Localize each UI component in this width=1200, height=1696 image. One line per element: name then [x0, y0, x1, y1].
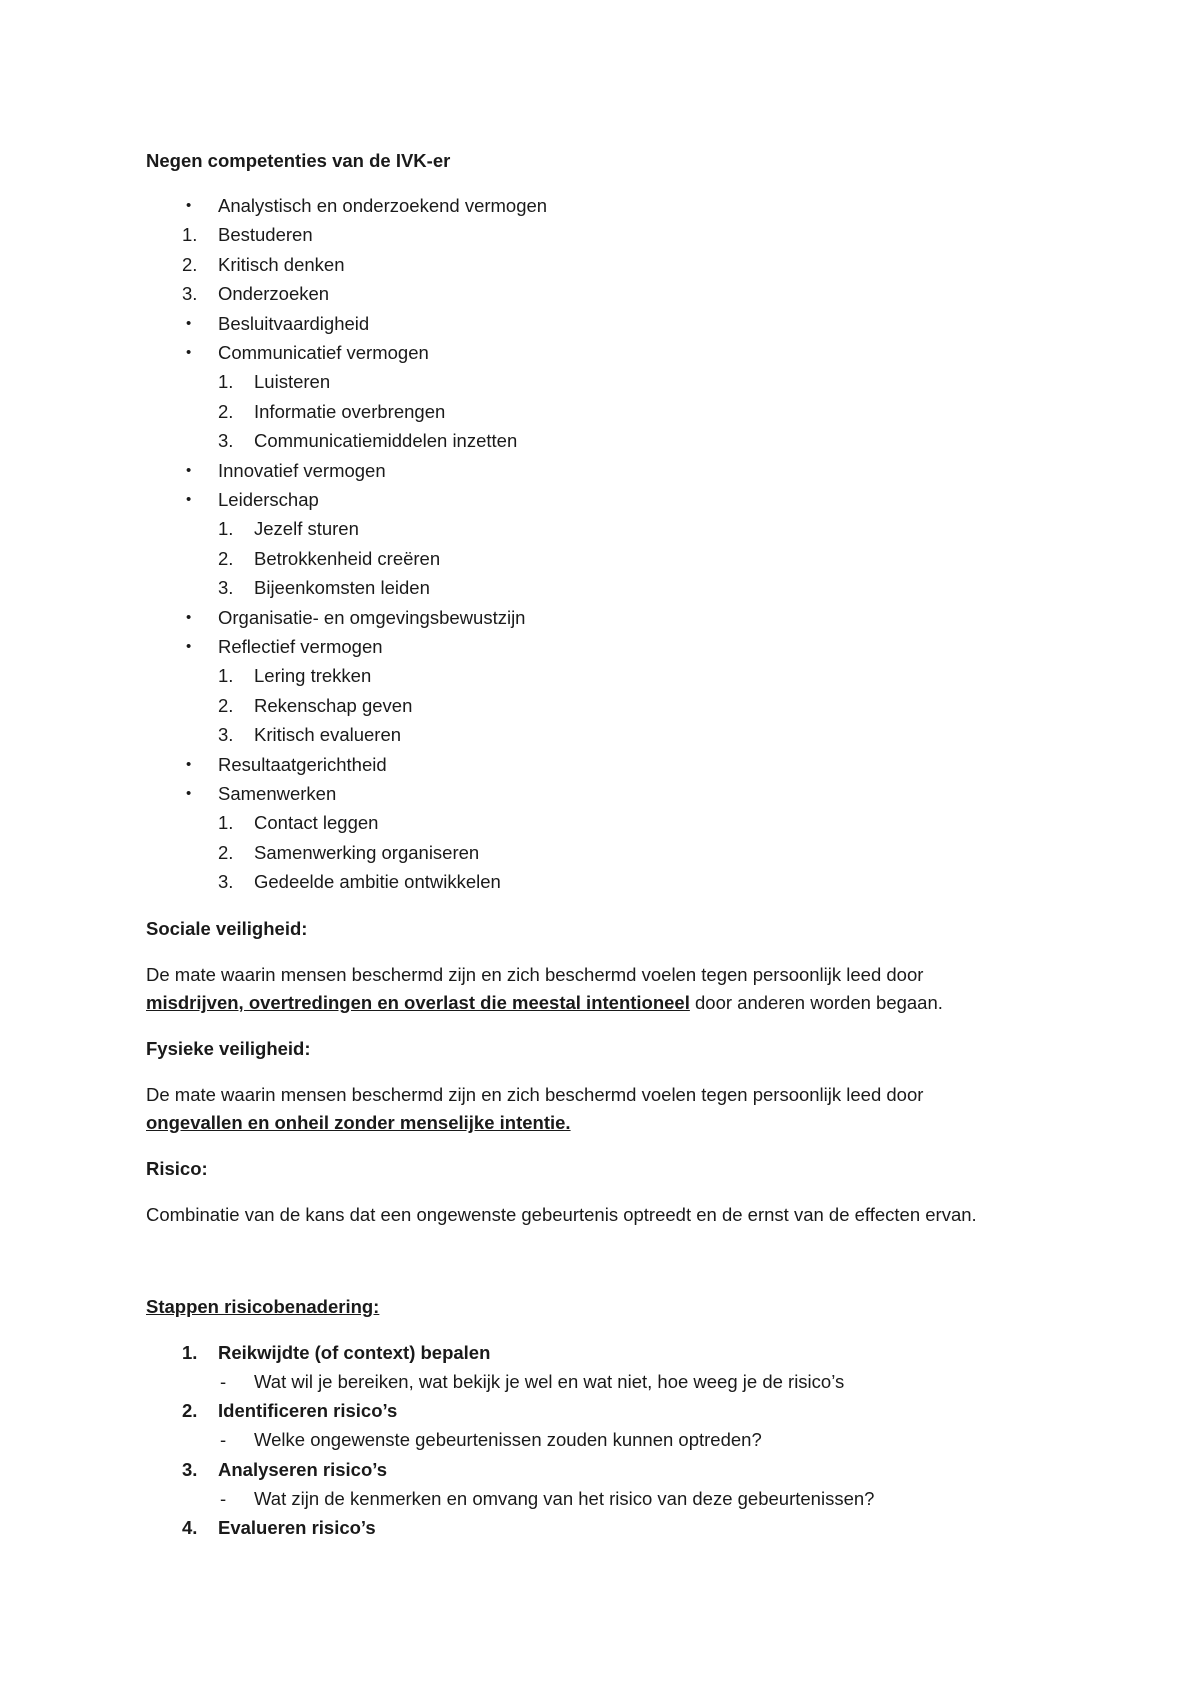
risico-heading: Risico: [146, 1158, 208, 1179]
sub-competency-item: Contact leggen [254, 812, 379, 833]
dash-marker: - [220, 1429, 227, 1450]
step-number: 4. [182, 1517, 198, 1538]
step-description: Welke ongewenste gebeurtenissen zouden kunnen optreden? [254, 1429, 762, 1450]
fysieke-definition-line2 [146, 1110, 571, 1136]
number-marker: 1. [218, 371, 234, 392]
step-number: 1. [182, 1342, 198, 1363]
step-title: Reikwijdte (of context) bepalen [218, 1342, 491, 1363]
sub-competency-item: Communicatiemiddelen inzetten [254, 430, 518, 451]
number-marker: 1. [218, 518, 234, 539]
sub-competency-item: Betrokkenheid creëren [254, 548, 441, 569]
competency-item: Resultaatgerichtheid [218, 754, 387, 775]
bullet-marker: • [186, 756, 192, 773]
competency-item: Reflectief vermogen [218, 636, 383, 657]
step-description: Wat zijn de kenmerken en omvang van het risico van deze gebeurtenissen? [254, 1488, 875, 1509]
competencies-heading: Negen competenties van de IVK-er [146, 150, 451, 171]
bullet-marker: • [186, 462, 192, 479]
dash-marker: - [220, 1371, 227, 1392]
number-marker: 1. [218, 665, 234, 686]
number-marker: 3. [218, 577, 234, 598]
number-marker: 3. [218, 724, 234, 745]
step-title: Evalueren risico’s [218, 1517, 376, 1538]
bullet-marker: • [186, 197, 192, 214]
competency-item: Organisatie- en omgevingsbewustzijn [218, 607, 526, 628]
fysieke-heading: Fysieke veiligheid: [146, 1038, 311, 1059]
number-marker: 2. [218, 548, 234, 569]
competency-item: Communicatief vermogen [218, 342, 429, 363]
sociale-heading: Sociale veiligheid: [146, 918, 308, 939]
bullet-marker: • [186, 785, 192, 802]
sub-competency-item: Jezelf sturen [254, 518, 359, 539]
sub-competency-item: Informatie overbrengen [254, 401, 446, 422]
sociale-definition-rest: door anderen worden begaan. [689, 992, 943, 1013]
number-marker: 2. [218, 401, 234, 422]
number-marker: 1. [218, 812, 234, 833]
competency-item: Onderzoeken [218, 283, 330, 304]
number-marker: 3. [182, 283, 198, 304]
bullet-marker: • [186, 315, 192, 332]
competency-item: Kritisch denken [218, 254, 345, 275]
number-marker: 2. [218, 842, 234, 863]
fysieke-definition-line1: De mate waarin mensen beschermd zijn en zich beschermd voelen tegen persoonlijk leed door [146, 1084, 924, 1105]
risico-definition: Combinatie van de kans dat een ongewenste gebeurtenis optreedt en de ernst van de effecten ervan. [146, 1204, 977, 1225]
competency-item: Innovatief vermogen [218, 460, 386, 481]
competency-item: Besluitvaardigheid [218, 313, 370, 334]
sub-competency-item: Rekenschap geven [254, 695, 413, 716]
fysieke-emphasis: ongevallen en onheil zonder menselijke intentie. [146, 1112, 571, 1133]
sub-competency-item: Gedeelde ambitie ontwikkelen [254, 871, 501, 892]
stappen-heading: Stappen risicobenadering: [146, 1296, 380, 1317]
number-marker: 2. [182, 254, 198, 275]
bullet-marker: • [186, 344, 192, 361]
sub-competency-item: Samenwerking organiseren [254, 842, 480, 863]
number-marker: 3. [218, 430, 234, 451]
step-number: 2. [182, 1400, 198, 1421]
sociale-definition-line2 [146, 990, 943, 1016]
number-marker: 2. [218, 695, 234, 716]
bullet-marker: • [186, 638, 192, 655]
dash-marker: - [220, 1488, 227, 1509]
sociale-emphasis: misdrijven, overtredingen en overlast die meestal intentioneel [146, 992, 690, 1013]
step-description: Wat wil je bereiken, wat bekijk je wel en wat niet, hoe weeg je de risico’s [254, 1371, 845, 1392]
step-number: 3. [182, 1459, 198, 1480]
step-title: Analyseren risico’s [218, 1459, 387, 1480]
bullet-marker: • [186, 491, 192, 508]
number-marker: 3. [218, 871, 234, 892]
step-title: Identificeren risico’s [218, 1400, 398, 1421]
competency-item: Analystisch en onderzoekend vermogen [218, 195, 548, 216]
bullet-marker: • [186, 609, 192, 626]
competency-item: Samenwerken [218, 783, 337, 804]
sub-competency-item: Kritisch evalueren [254, 724, 402, 745]
number-marker: 1. [182, 224, 198, 245]
sub-competency-item: Luisteren [254, 371, 331, 392]
competency-item: Bestuderen [218, 224, 313, 245]
sub-competency-item: Bijeenkomsten leiden [254, 577, 430, 598]
competency-item: Leiderschap [218, 489, 319, 510]
sub-competency-item: Lering trekken [254, 665, 372, 686]
sociale-definition-line1: De mate waarin mensen beschermd zijn en zich beschermd voelen tegen persoonlijk leed door [146, 964, 924, 985]
